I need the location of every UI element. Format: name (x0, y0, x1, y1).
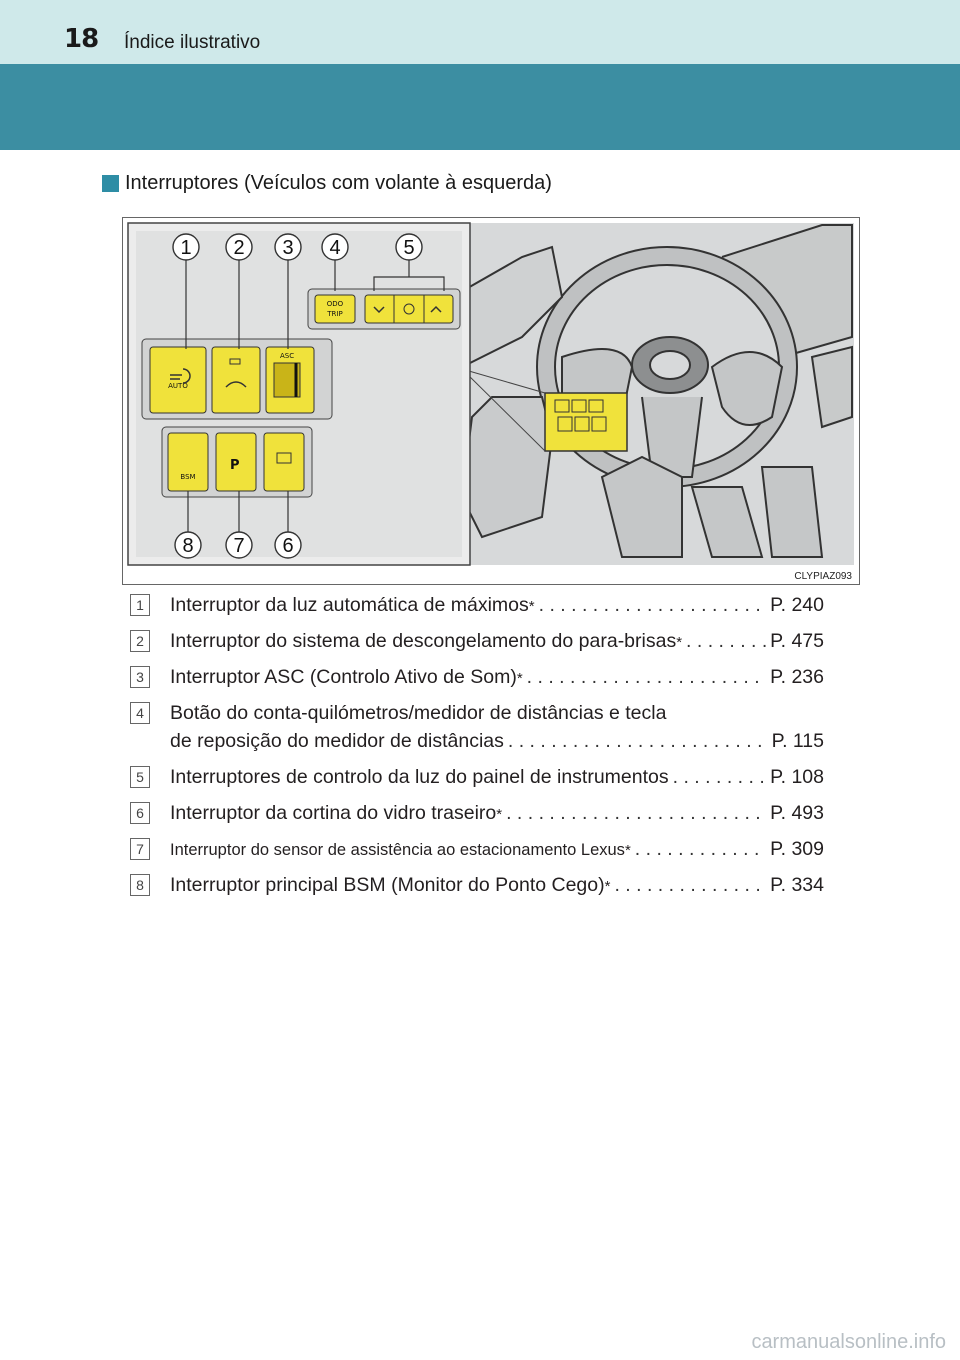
bsm-label: BSM (180, 473, 196, 481)
callout-5: 5 (403, 237, 415, 259)
item-label: Interruptor do sensor de assistência ao estacionamento Lexus (170, 841, 625, 859)
dot-leader (539, 592, 767, 618)
list-item (130, 700, 830, 754)
item-number: 7 (130, 838, 150, 860)
dot-leader (673, 764, 766, 790)
callout-7: 7 (233, 535, 245, 557)
callout-8: 8 (182, 535, 194, 557)
trip-label: TRIP (327, 310, 343, 318)
asc-label: ASC (280, 352, 295, 360)
dot-leader (614, 872, 766, 898)
item-label: Botão do conta-quilómetros/medidor de distâncias e tecla (170, 702, 667, 724)
item-number: 5 (130, 766, 150, 788)
footer-watermark: carmanualsonline.info (751, 1331, 946, 1353)
page-reference-link[interactable]: P. 493 (770, 802, 824, 824)
item-label: Interruptores de controlo da luz do painel de instrumentos (170, 766, 669, 788)
callout-2: 2 (233, 237, 245, 259)
dot-leader (508, 728, 768, 754)
dot-leader (527, 664, 766, 690)
item-label-continued: de reposição do medidor de distâncias (170, 730, 504, 752)
p-label: P (230, 458, 240, 473)
page-reference-link[interactable]: P. 240 (770, 594, 824, 616)
figure-code: CLYPIAZ093 (794, 571, 852, 582)
header-bar (0, 64, 960, 150)
item-label: Interruptor da cortina do vidro traseiro (170, 802, 497, 824)
callout-6: 6 (282, 535, 294, 557)
section-bullet-icon (102, 175, 119, 192)
page-reference-link[interactable]: P. 334 (770, 874, 824, 896)
item-number: 8 (130, 874, 150, 896)
page-reference-link[interactable]: P. 475 (770, 630, 824, 652)
item-label: Interruptor da luz automática de máximos (170, 594, 529, 616)
item-number: 1 (130, 594, 150, 616)
section-heading (102, 172, 552, 195)
switches-illustration (122, 217, 860, 585)
callout-3: 3 (282, 237, 294, 259)
item-label: Interruptor do sistema de descongelamento do para-brisas (170, 630, 677, 652)
dot-leader (506, 800, 766, 826)
page-reference-link[interactable]: P. 236 (770, 666, 824, 688)
item-label: Interruptor ASC (Controlo Ativo de Som) (170, 666, 517, 688)
item-number: 4 (130, 702, 150, 724)
zoomed-switch-panel (128, 223, 470, 565)
page-reference-link[interactable]: P. 108 (770, 766, 824, 788)
page-number: 18 (64, 24, 99, 54)
page-reference-link[interactable]: P. 309 (770, 838, 824, 860)
item-number: 6 (130, 802, 150, 824)
item-number: 2 (130, 630, 150, 652)
auto-label: AUTO (168, 382, 188, 390)
odo-label: ODO (326, 300, 344, 308)
item-number: 3 (130, 666, 150, 688)
dot-leader (635, 836, 766, 862)
callout-1: 1 (180, 237, 192, 259)
item-label: Interruptor principal BSM (Monitor do Ponto Cego) (170, 874, 605, 896)
header-title: Índice ilustrativo (124, 32, 261, 53)
section-title: Interruptores (Veículos com volante à esquerda) (125, 172, 552, 194)
callout-4: 4 (329, 237, 341, 259)
page-reference-link[interactable]: P. 115 (771, 730, 824, 752)
dot-leader (686, 628, 766, 654)
